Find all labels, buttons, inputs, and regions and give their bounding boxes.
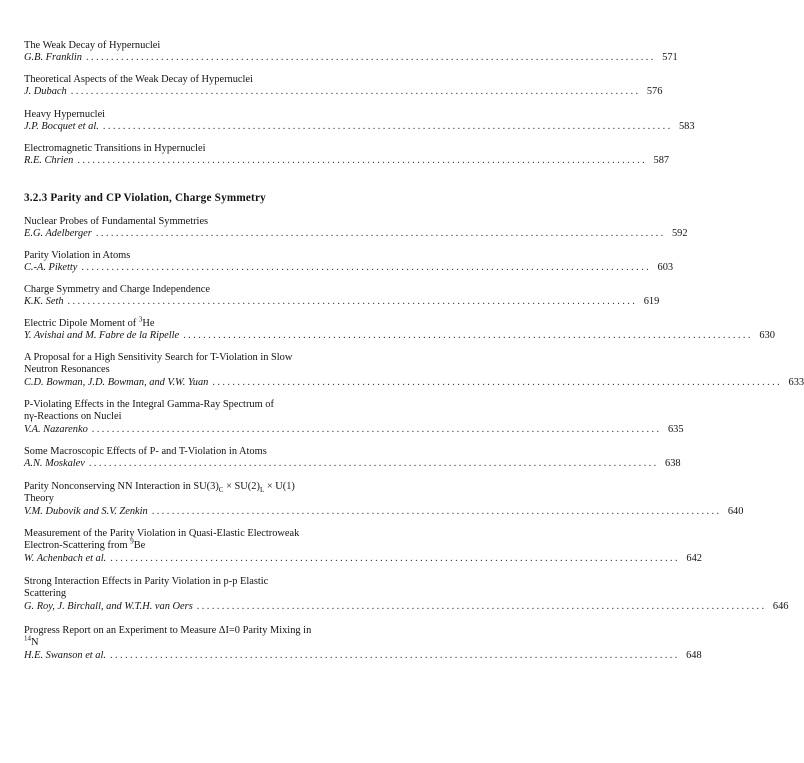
leader-dots: .................................................................................................................. xyxy=(67,296,638,308)
entry-authors: J.P. Bocquet et al. xyxy=(24,121,99,133)
entry-authors: K.K. Seth xyxy=(24,296,64,308)
entry-authors: V.M. Dubovik and S.V. Zenkin xyxy=(24,505,148,517)
leader-dots: .................................................................................................................. xyxy=(95,228,666,240)
entry-title: Heavy Hypernuclei xyxy=(24,109,106,120)
entry-page-number: 576 xyxy=(646,86,663,98)
leader-dots: .................................................................................................................. xyxy=(86,52,656,64)
toc-entry xyxy=(24,143,670,168)
toc-entry xyxy=(24,250,674,275)
toc-entry xyxy=(24,284,660,309)
entry-title: Parity Violation in Atoms xyxy=(24,250,131,261)
section-heading: 3.2.3 Parity and CP Violation, Charge Symmetry xyxy=(24,192,266,204)
entry-page-number: 635 xyxy=(667,423,684,435)
toc-entry xyxy=(24,528,702,565)
entry-page-number: 640 xyxy=(727,505,744,517)
toc-entry xyxy=(24,399,684,436)
entry-title: The Weak Decay of Hypernuclei xyxy=(24,40,161,51)
entry-title-line2: Scattering xyxy=(24,588,67,600)
entry-page-number: 571 xyxy=(662,52,678,64)
entry-title-line2: Neutron Resonances xyxy=(24,364,110,376)
entry-authors: V.A. Nazarenko xyxy=(24,423,88,435)
entry-authors: G.B. Franklin xyxy=(24,52,83,64)
leader-dots: .................................................................................................................. xyxy=(91,423,662,435)
leader-dots: .................................................................................................................. xyxy=(212,376,783,388)
toc-entry xyxy=(24,481,744,518)
entry-authors: A.N. Moskalev xyxy=(24,458,85,470)
entry-title: Electromagnetic Transitions in Hypernuclei xyxy=(24,143,206,154)
toc-entry xyxy=(24,74,663,99)
entry-authors: C.D. Bowman, J.D. Bowman, and V.W. Yuan xyxy=(24,376,209,388)
entry-page-number: 587 xyxy=(653,155,670,167)
entry-page-number: 603 xyxy=(657,262,674,274)
entry-title-line1: P-Violating Effects in the Integral Gamma-Ray Spectrum of xyxy=(24,399,274,410)
entry-title-line2: $^{14}$N xyxy=(24,634,39,649)
entry-title: Some Macroscopic Effects of P- and T-Violation in Atoms xyxy=(24,446,267,457)
entry-authors: H.E. Swanson et al. xyxy=(24,649,106,661)
leader-dots: .................................................................................................................. xyxy=(81,262,652,274)
entry-title-line2: nγ-Reactions on Nuclei xyxy=(24,411,122,423)
leader-dots: .................................................................................................................. xyxy=(183,330,753,342)
leader-dots: .................................................................................................................. xyxy=(70,86,641,98)
entry-page-number: 648 xyxy=(686,649,702,661)
leader-dots: .................................................................................................................. xyxy=(109,649,680,661)
entry-page-number: 638 xyxy=(665,458,681,470)
entry-title-line1: A Proposal for a High Sensitivity Search for T-Violation in Slow xyxy=(24,352,293,363)
entry-title: Charge Symmetry and Charge Independence xyxy=(24,284,211,295)
entry-title-line1: Strong Interaction Effects in Parity Violation in p-p Elastic xyxy=(24,576,269,587)
entry-authors: Y. Avishai and M. Fabre de la Ripelle xyxy=(24,330,180,342)
entry-authors: J. Dubach xyxy=(24,86,67,98)
entry-authors: G. Roy, J. Birchall, and W.T.H. van Oers xyxy=(24,600,193,612)
entry-page-number: 583 xyxy=(678,121,695,133)
entry-page-number: 619 xyxy=(643,296,660,308)
entry-authors: E.G. Adelberger xyxy=(24,228,92,240)
entry-title-line2: Electron-Scattering from $^9$Be xyxy=(24,537,146,552)
entry-page-number: 633 xyxy=(788,376,804,388)
entry-title: Nuclear Probes of Fundamental Symmetries xyxy=(24,216,209,227)
toc-entry xyxy=(24,216,688,241)
leader-dots: .................................................................................................................. xyxy=(151,505,722,517)
entry-page-number: 630 xyxy=(759,330,775,342)
entry-page-number: 592 xyxy=(671,228,688,240)
entry-title-line1: Parity Nonconserving NN Interaction in $SU(3)_C \times SU(2)_L \times U(1)$ xyxy=(24,481,295,495)
toc-entry xyxy=(24,40,678,65)
entry-title-line1: Measurement of the Parity Violation in Quasi-Elastic Electroweak xyxy=(24,528,300,539)
entry-title: Theoretical Aspects of the Weak Decay of Hypernuclei xyxy=(24,74,253,85)
toc-entry xyxy=(24,352,804,389)
leader-dots: .................................................................................................................. xyxy=(88,458,659,470)
entry-page-number: 646 xyxy=(772,600,789,612)
entry-title-line1: Progress Report on an Experiment to Measure ΔI=0 Parity Mixing in xyxy=(24,625,312,636)
toc-entry xyxy=(24,109,695,134)
entry-authors: C.-A. Piketty xyxy=(24,262,78,274)
toc-entry xyxy=(24,315,775,343)
entry-title-line2: Theory xyxy=(24,493,55,505)
entry-authors: R.E. Chrien xyxy=(24,155,74,167)
leader-dots: .................................................................................................................. xyxy=(77,155,648,167)
leader-dots: .................................................................................................................. xyxy=(110,552,680,564)
leader-dots: .................................................................................................................. xyxy=(102,121,673,133)
entry-page-number: 642 xyxy=(686,552,702,564)
entry-authors: W. Achenbach et al. xyxy=(24,552,107,564)
entry-title: Electric Dipole Moment of $^3$He xyxy=(24,315,155,329)
toc-entry xyxy=(24,625,702,662)
toc-entry xyxy=(24,446,681,471)
toc-entry xyxy=(24,576,789,613)
leader-dots: .................................................................................................................. xyxy=(196,600,767,612)
